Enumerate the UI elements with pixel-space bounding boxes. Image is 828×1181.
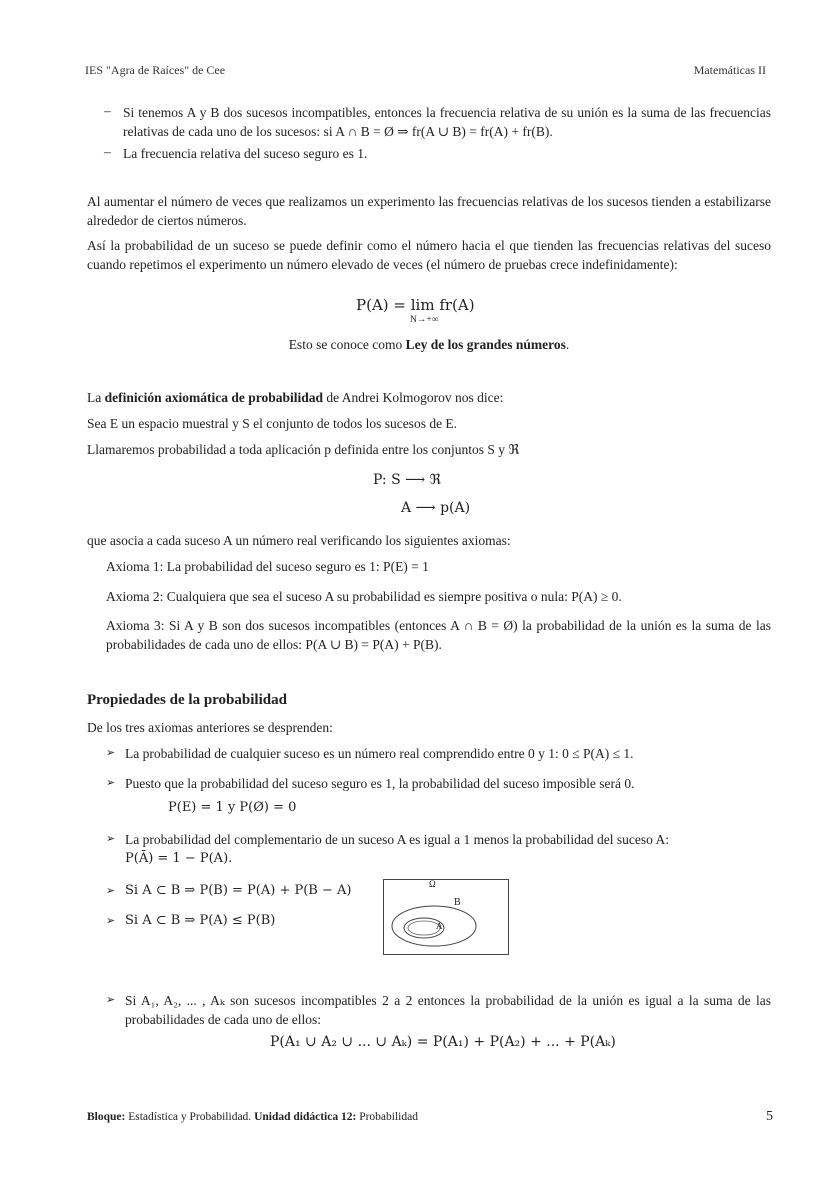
limit-formula: P(A) = lim fr(A) [356,296,475,314]
axiomatic-line: Sea E un espacio muestral y S el conjunto de todos los sucesos de E. [87,416,458,431]
property-item: Si A₁, A₂, ... , Aₖ son sucesos incompatibles 2 a 2 entonces la probabilidad de la unión es igual a la suma de las probabilidades de cada uno de ellos: [125,993,771,1027]
formula-empty-set: P(E) = 1 y P(Ø) = 0 [168,800,297,815]
dash-bullet: – [104,103,111,118]
axiom-1: Axioma 1: La probabilidad del suceso seguro es 1: P(E) = 1 [106,559,429,574]
law-prefix: Esto se conoce como [288,337,406,352]
footer [87,1111,418,1123]
property-item: La probabilidad del complementario de un suceso A es igual a 1 menos la probabilidad del suceso A: [125,832,669,847]
mapping-formula-2: A ⟶ p(A) [401,500,471,516]
axiomatic-intro [87,388,503,407]
arrow-bullet-icon: ➢ [106,833,116,845]
law-suffix: . [565,337,570,352]
footer-unidad-text: Probabilidad [356,1111,418,1123]
arrow-bullet-icon: ➢ [106,885,116,897]
properties-intro: De los tres axiomas anteriores se desprenden: [87,720,333,735]
arrow-bullet-icon: ➢ [106,994,116,1006]
formula-complement: P(Ā) = 1 − P(A). [125,851,233,866]
law-name: Ley de los grandes números [405,337,566,352]
footer-unidad-label: Unidad didáctica 12: [254,1111,357,1123]
axiomatic-line: que asocia a cada suceso A un número real verificando los siguientes axiomas: [87,533,511,548]
axiomatic-prefix: La [87,390,105,405]
venn-svg [384,880,508,954]
section-title: Propiedades de la probabilidad [87,692,287,708]
arrow-bullet-icon: ➢ [106,777,116,789]
arrow-bullet-icon: ➢ [106,747,116,759]
property-item: Si A ⊂ B ⇒ P(A) ≤ P(B) [125,913,276,928]
law-line [87,337,771,353]
header-left: IES "Agra de Raíces" de Cee [85,63,226,77]
limit-subscript: N→+∞ [410,315,439,325]
axiomatic-suffix: de Andrei Kolmogorov nos dice: [323,390,504,405]
axiom-3: Axioma 3: Si A y B son dos sucesos incompatibles (entonces A ∩ B = Ø) la probabilidad de la unión es la suma de las probabilidades de cada uno de ellos: P(A ∪ B) = P(A) + P(B). [106,618,771,652]
venn-a-label: A [436,921,443,931]
dash-bullet: – [104,144,111,159]
list-item: La frecuencia relativa del suceso seguro es 1. [123,146,368,161]
paragraph: Al aumentar el número de veces que realizamos un experimento las frecuencias relativas de los sucesos tienden a estabilizarse alrededor de ciertos números. [87,194,771,228]
footer-bloque-label: Bloque: [87,1111,126,1123]
paragraph: Así la probabilidad de un suceso se puede definir como el número hacia el que tienden las frecuencias relativas del suceso cuando repetimos el experimento un número elevado de veces (el número de pruebas crece indefinidamente): [87,238,771,272]
venn-b-label: B [454,897,461,908]
axiomatic-line: Llamaremos probabilidad a toda aplicación p definida entre los conjuntos S y ℜ [87,442,520,457]
axiom-2: Axioma 2: Cualquiera que sea el suceso A su probabilidad es siempre positiva o nula: P(A) ≥ 0. [106,589,622,604]
footer-bloque-text: Estadística y Probabilidad. [125,1111,255,1123]
arrow-bullet-icon: ➢ [106,915,116,927]
venn-diagram [383,879,509,955]
property-item: Si A ⊂ B ⇒ P(B) = P(A) + P(B − A) [125,883,352,898]
formula-union: P(A₁ ∪ A₂ ∪ ... ∪ Aₖ) = P(A₁) + P(A₂) + ... + P(Aₖ) [270,1034,616,1050]
property-item: La probabilidad de cualquier suceso es un número real comprendido entre 0 y 1: 0 ≤ P(A) ≤ 1. [125,746,634,761]
axiomatic-term: definición axiomática de probabilidad [104,390,324,405]
list-item: Si tenemos A y B dos sucesos incompatibles, entonces la frecuencia relativa de su unión es la suma de las frecuencias relativas de cada uno de los sucesos: si A ∩ B = Ø ⇒ fr(A ∪ B) = fr(A) + fr(B). [123,105,771,139]
mapping-formula-1: P: S ⟶ ℜ [373,472,442,488]
header-right: Matemáticas II [693,63,766,77]
page-number: 5 [766,1109,773,1124]
venn-omega-label: Ω [429,879,436,889]
property-item: Puesto que la probabilidad del suceso seguro es 1, la probabilidad del suceso imposible será 0. [125,776,635,791]
